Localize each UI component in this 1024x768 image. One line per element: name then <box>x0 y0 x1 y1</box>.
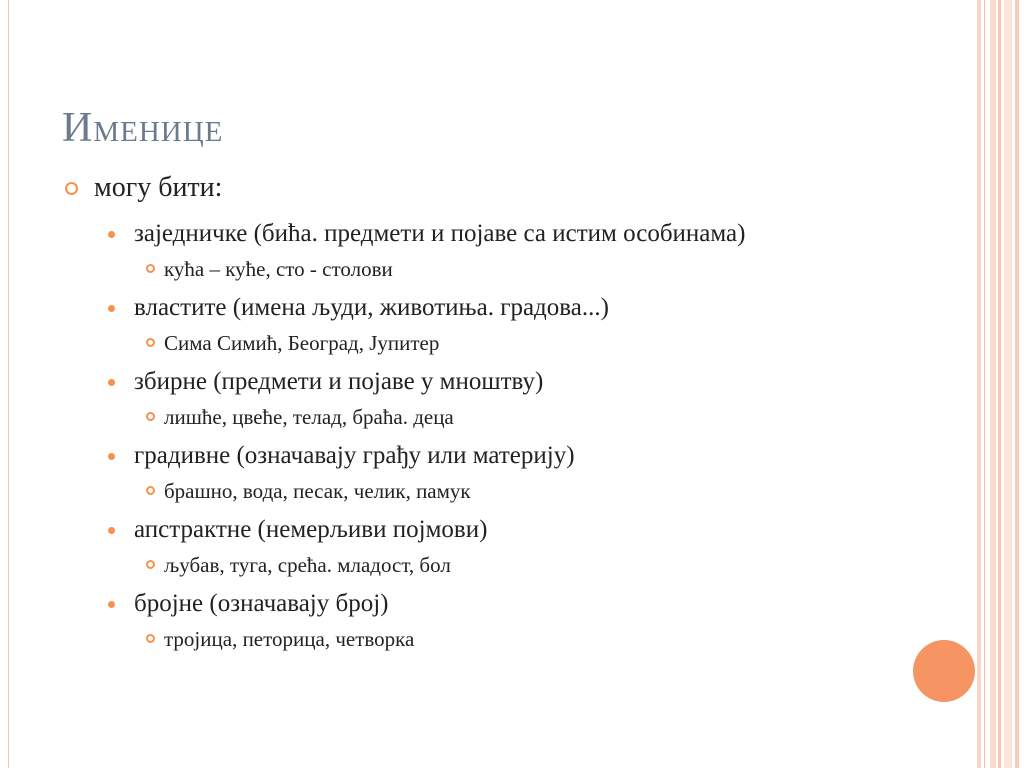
example-list <box>134 550 942 580</box>
list-item <box>62 216 942 284</box>
list-item <box>62 512 942 580</box>
ring-bullet-icon <box>146 486 155 495</box>
example-list <box>134 476 942 506</box>
dot-bullet-icon <box>108 453 115 460</box>
example-list <box>134 254 942 284</box>
level1-text: могу бити: <box>94 172 223 203</box>
list-item <box>134 254 942 284</box>
decor-stripe <box>1015 0 1019 768</box>
list-item <box>62 290 942 358</box>
ring-bullet-icon <box>65 182 78 195</box>
group-label: заједничке (бића. предмети и појаве са истим особинама) <box>134 220 746 247</box>
ring-bullet-icon <box>146 412 155 421</box>
group-label: градивне (означавају грађу или материју) <box>134 442 575 469</box>
decor-stripe <box>1004 0 1012 768</box>
dot-bullet-icon <box>108 379 115 386</box>
group-example: кућа – куће, сто - столови <box>164 257 393 281</box>
ring-bullet-icon <box>146 338 155 347</box>
decor-stripe <box>977 0 981 768</box>
ring-bullet-icon <box>146 560 155 569</box>
example-list <box>134 624 942 654</box>
dot-bullet-icon <box>108 601 115 608</box>
ring-bullet-icon <box>146 264 155 273</box>
list-item <box>62 438 942 506</box>
slide-title: Именице <box>62 105 224 151</box>
group-label: збирне (предмети и појаве у мноштву) <box>134 368 544 395</box>
list-item <box>134 402 942 432</box>
example-list <box>134 328 942 358</box>
list-item <box>62 586 942 654</box>
list-item <box>134 328 942 358</box>
group-row <box>134 586 942 622</box>
group-label: властите (имена људи, животиња. градова...) <box>134 294 609 321</box>
list-item <box>62 364 942 432</box>
list-item <box>62 170 942 654</box>
group-row <box>134 512 942 548</box>
dot-bullet-icon <box>108 231 115 238</box>
group-row <box>134 290 942 326</box>
list-item <box>134 624 942 654</box>
group-row <box>134 438 942 474</box>
ring-bullet-icon <box>146 634 155 643</box>
group-row <box>134 216 942 252</box>
dot-bullet-icon <box>108 527 115 534</box>
example-list <box>134 402 942 432</box>
bullet-list <box>62 170 942 660</box>
list-item <box>134 476 942 506</box>
list-item <box>134 550 942 580</box>
group-example: Сима Симић, Београд, Јупитер <box>164 331 440 355</box>
decor-stripe <box>998 0 1001 768</box>
decor-stripe <box>990 0 996 768</box>
group-row <box>134 364 942 400</box>
level1-row <box>62 170 942 206</box>
dot-bullet-icon <box>108 305 115 312</box>
group-label: апстрактне (немерљиви појмови) <box>134 516 488 543</box>
decor-stripe <box>984 0 985 768</box>
group-label: бројне (означавају број) <box>134 590 389 617</box>
group-example: лишће, цвеће, телад, браћа. деца <box>164 405 454 429</box>
group-example: љубав, туга, срећа. младост, бол <box>164 553 451 577</box>
group-example: тројица, петорица, четворка <box>164 627 415 651</box>
sub-list <box>62 216 942 654</box>
group-example: брашно, вода, песак, челик, памук <box>164 479 471 503</box>
left-border-line <box>8 0 9 768</box>
